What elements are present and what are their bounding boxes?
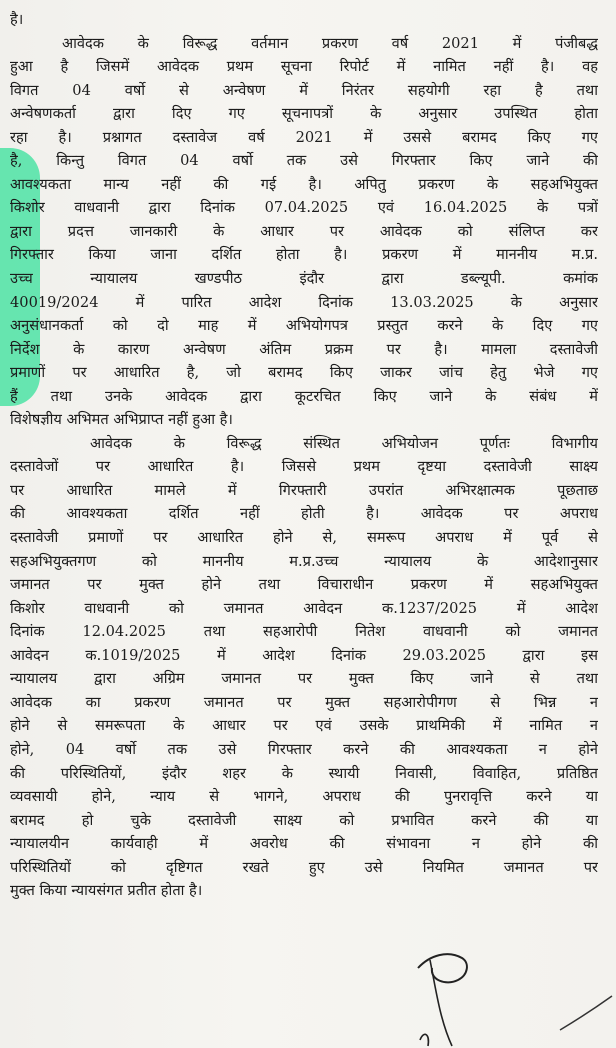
text-line: आवेदन क.1019/2025 में आदेश दिनांक 29.03.2025 द्वारा इस <box>10 646 598 664</box>
text-line: अन्वेषणकर्ता द्वारा दिए गए सूचनापत्रों के अनुसार उपस्थित होता <box>10 105 598 123</box>
text-line: दस्तावेजों पर आधारित है। जिससे प्रथम दृष्टया दस्तावेजी साक्ष्य <box>10 458 598 476</box>
text-line: जमानत पर मुक्त होने तथा विचाराधीन प्रकरण में सहअभियुक्त <box>10 576 598 594</box>
text-line: आवश्यकता मान्य नहीं की गई है। अपितु प्रकरण के सहअभियुक्त <box>10 175 598 193</box>
text-line: रहा है। प्रश्नागत दस्तावेज वर्ष 2021 में उससे बरामद किए गए <box>10 128 598 146</box>
text-line: दिनांक 12.04.2025 तथा सहआरोपी नितेश वाधवानी को जमानत <box>10 623 598 641</box>
text-line: की परिस्थितियों, इंदौर शहर के स्थायी निवासी, विवाहित, प्रतिष्ठित <box>10 764 598 782</box>
text-line: आवेदक के विरूद्ध संस्थित अभियोजन पूर्णतः विभागीय <box>90 434 598 452</box>
text-line: गिरफ्तार किया जाना दर्शित होता है। प्रकरण में माननीय म.प्र. <box>10 246 598 264</box>
text-line: है, किन्तु विगत 04 वर्षो तक उसे गिरफ्तार किए जाने की <box>10 152 598 170</box>
text-line: व्यवसायी होने, न्याय से भागने, अपराध की पुनरावृत्ति करने या <box>10 788 598 806</box>
text-line: किशोर वाधवानी द्वारा दिनांक 07.04.2025 एवं 16.04.2025 के पत्रों <box>10 199 598 217</box>
text-line: होने से समरूपता के आधार पर एवं उसके प्राथमिकी में नामित न <box>10 717 598 735</box>
text-line: पर आधारित मामले में गिरफ्तारी उपरांत अभिरक्षात्मक पूछताछ <box>10 481 598 499</box>
text-line: हुआ है जिसमें आवेदक प्रथम सूचना रिपोर्ट में नामित नहीं है। वह <box>10 58 598 76</box>
text-line: दस्तावेजी प्रमाणों पर आधारित होने से, समरूप अपराध में पूर्व से <box>10 529 598 547</box>
text-line: 40019/2024 में पारित आदेश दिनांक 13.03.2025 के अनुसार <box>10 293 598 311</box>
text-line: मुक्त किया न्यायसंगत प्रतीत होता है। <box>10 882 203 900</box>
order-text <box>10 0 598 903</box>
text-line: परिस्थितियों को दृष्टिगत रखते हुए उसे नियमित जमानत पर <box>10 858 598 876</box>
text-line: अनुसंधानकर्ता को दो माह में अभियोगपत्र प्रस्तुत करने के दिए गए <box>10 317 598 335</box>
text-line: निर्देश के कारण अन्वेषण अंतिम प्रक्रम पर है। मामला दस्तावेजी <box>10 340 598 358</box>
text-line: द्वारा प्रदत्त जानकारी के आधार पर आवेदक को संलिप्त कर <box>10 222 598 240</box>
text-line: है। <box>10 11 24 28</box>
text-line: न्यायालय द्वारा अग्रिम जमानत पर मुक्त किए जाने से तथा <box>10 670 598 688</box>
text-line: प्रमाणों पर आधारित है, जो बरामद किए जाकर जांच हेतु भेजे गए <box>10 364 598 382</box>
text-line: आवेदक का प्रकरण जमानत पर मुक्त सहआरोपीगण से भिन्न न <box>10 693 598 711</box>
text-line: सहअभियुक्तगण को माननीय म.प्र.उच्च न्यायालय के आदेशानुसार <box>10 552 598 570</box>
text-line: किशोर वाधवानी को जमानत आवेदन क.1237/2025 में आदेश <box>10 599 598 617</box>
text-line: न्यायालयीन कार्यवाही में अवरोध की संभावना न होने की <box>10 835 598 853</box>
text-line: उच्च न्यायालय खण्डपीठ इंदौर द्वारा डब्ल्यूपी. कमांक <box>10 270 598 288</box>
text-line: होने, 04 वर्षो तक उसे गिरफ्तार करने की आवश्यकता न होने <box>10 740 598 758</box>
text-line: आवेदक के विरूद्ध वर्तमान प्रकरण वर्ष 2021 में पंजीबद्ध <box>62 34 598 52</box>
text-line: बरामद हो चुके दस्तावेजी साक्ष्य को प्रभावित करने की या <box>10 811 598 829</box>
text-line: विगत 04 वर्षो से अन्वेषण में निरंतर सहयोगी रहा है तथा <box>10 81 598 99</box>
text-line: हैं तथा उनके आवेदक द्वारा कूटरचित किए जाने के संबंध में <box>10 387 598 405</box>
text-line: की आवश्यकता दर्शित नहीं होती है। आवेदक पर अपराध <box>10 505 598 523</box>
text-line: विशेषज्ञीय अभिमत अभिप्राप्त नहीं हुआ है। <box>10 411 233 429</box>
